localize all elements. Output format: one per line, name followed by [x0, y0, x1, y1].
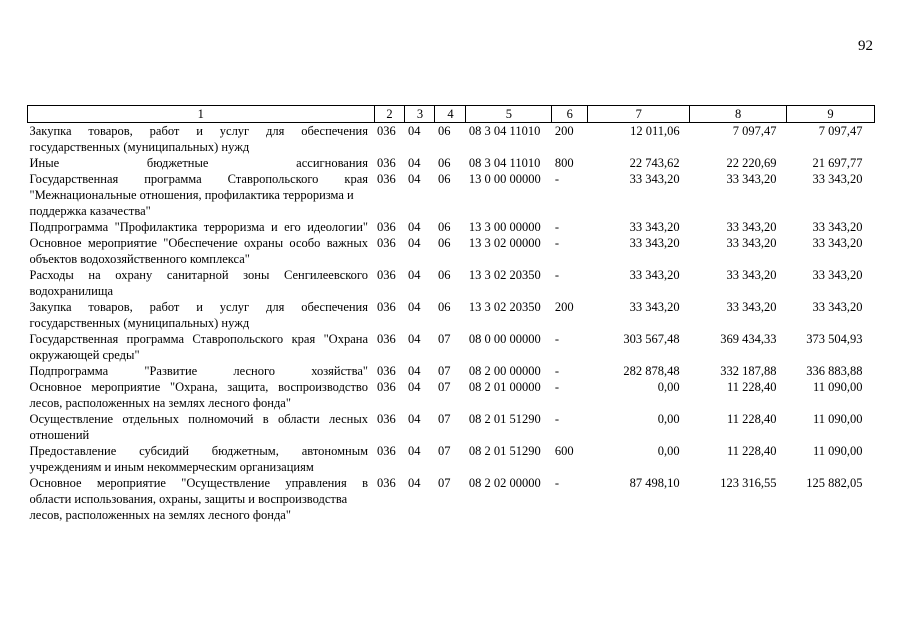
- cell-expense-type: -: [554, 476, 559, 490]
- cell-amount-col9: 11 090,00: [812, 444, 863, 458]
- cell-subsection: 06: [437, 300, 451, 314]
- cell-target-article: 13 3 02 20350: [468, 300, 541, 314]
- description-line-1: Государственная программа Ставропольского края: [29, 172, 368, 186]
- cell-section: 04: [407, 412, 421, 426]
- table-row: [28, 363, 875, 379]
- header-row: [28, 106, 875, 123]
- cell-expense-type: 800: [554, 156, 574, 170]
- cell-subsection: 07: [437, 380, 451, 394]
- cell-amount-col8: 33 343,20: [726, 268, 777, 282]
- cell-expense-type: 200: [554, 300, 574, 314]
- cell-amount-col8: 33 343,20: [726, 300, 777, 314]
- cell-subsection: 06: [437, 236, 451, 250]
- description-line-1: Закупка товаров, работ и услуг для обеспечения: [29, 300, 368, 314]
- column-header: 3: [405, 106, 435, 123]
- page-number: 92: [858, 38, 873, 54]
- cell-amount-col7: 0,00: [657, 380, 680, 394]
- cell-section: 04: [407, 332, 421, 346]
- cell-ministry-code: 036: [377, 236, 396, 250]
- cell-amount-col9: 11 090,00: [812, 380, 863, 394]
- description-line-1: Основное мероприятие "Охрана, защита, воспроизводство: [29, 380, 368, 394]
- cell-ministry-code: 036: [377, 220, 396, 234]
- cell-target-article: 13 3 02 00000: [468, 236, 541, 250]
- cell-amount-col9: 7 097,47: [818, 124, 863, 138]
- cell-description: [28, 123, 375, 156]
- cell-target-article: 08 2 01 51290: [468, 412, 541, 426]
- table-body: [28, 123, 875, 524]
- cell-description: [28, 379, 375, 411]
- cell-amount-col9: 11 090,00: [812, 412, 863, 426]
- cell-expense-type: 200: [554, 124, 574, 138]
- description-line-1: Подпрограмма "Развитие лесного хозяйства": [29, 364, 368, 378]
- table-row: [28, 235, 875, 267]
- table-row: [28, 331, 875, 363]
- cell-amount-col7: 22 743,62: [629, 156, 680, 170]
- description-line-1: Закупка товаров, работ и услуг для обеспечения: [29, 124, 368, 138]
- description-line-2: водохранилища: [29, 284, 114, 298]
- cell-section: 04: [407, 444, 421, 458]
- cell-amount-col7: 87 498,10: [629, 476, 680, 490]
- cell-amount-col7: 282 878,48: [623, 364, 680, 378]
- cell-amount-col7: 33 343,20: [629, 300, 680, 314]
- cell-amount-col7: 33 343,20: [629, 220, 680, 234]
- cell-target-article: 08 3 04 11010: [468, 156, 541, 170]
- cell-ministry-code: 036: [377, 156, 396, 170]
- cell-amount-col9: 21 697,77: [812, 156, 863, 170]
- cell-amount-col7: 33 343,20: [629, 172, 680, 186]
- description-line-1: Основное мероприятие "Осуществление управления в: [29, 476, 368, 490]
- cell-description: [28, 299, 375, 331]
- cell-section: 04: [407, 476, 421, 490]
- description-line-1: Предоставление субсидий бюджетным, автономным: [29, 444, 368, 458]
- cell-expense-type: -: [554, 332, 559, 346]
- cell-description: [28, 171, 375, 219]
- cell-target-article: 13 0 00 00000: [468, 172, 541, 186]
- cell-section: 04: [407, 220, 421, 234]
- cell-ministry-code: 036: [377, 332, 396, 346]
- table-row: [28, 379, 875, 411]
- description-line-1: Иные бюджетные ассигнования: [29, 156, 368, 170]
- cell-subsection: 07: [437, 476, 451, 490]
- cell-description: [28, 331, 375, 363]
- description-line-2: государственных (муниципальных) нужд: [29, 140, 250, 154]
- cell-target-article: 13 3 00 00000: [468, 220, 541, 234]
- description-line-2: отношений: [29, 428, 90, 442]
- cell-target-article: 08 2 01 51290: [468, 444, 541, 458]
- cell-description: [28, 411, 375, 443]
- cell-description: [28, 363, 375, 379]
- cell-amount-col7: 33 343,20: [629, 268, 680, 282]
- column-header: 5: [466, 106, 552, 123]
- cell-ministry-code: 036: [377, 444, 396, 458]
- description-line-1: Основное мероприятие "Обеспечение охраны особо важных: [29, 236, 368, 250]
- cell-amount-col9: 33 343,20: [812, 268, 863, 282]
- cell-subsection: 06: [437, 220, 451, 234]
- cell-target-article: 08 2 01 00000: [468, 380, 541, 394]
- cell-amount-col7: 0,00: [657, 412, 680, 426]
- cell-amount-col9: 33 343,20: [812, 300, 863, 314]
- cell-target-article: 13 3 02 20350: [468, 268, 541, 282]
- cell-ministry-code: 036: [377, 476, 396, 490]
- cell-subsection: 06: [437, 156, 451, 170]
- cell-target-article: 08 0 00 00000: [468, 332, 541, 346]
- cell-expense-type: -: [554, 380, 559, 394]
- description-line-1: Государственная программа Ставропольского края "Охрана: [29, 332, 368, 346]
- table-row: [28, 155, 875, 171]
- cell-amount-col9: 336 883,88: [806, 364, 863, 378]
- cell-amount-col8: 11 228,40: [727, 380, 777, 394]
- cell-section: 04: [407, 380, 421, 394]
- budget-table: [27, 105, 875, 523]
- cell-description: [28, 443, 375, 475]
- table-row: [28, 123, 875, 156]
- description-line-2: объектов водохозяйственного комплекса": [29, 252, 250, 266]
- cell-description: [28, 235, 375, 267]
- cell-amount-col8: 7 097,47: [732, 124, 777, 138]
- cell-amount-col8: 33 343,20: [726, 172, 777, 186]
- column-header: 6: [552, 106, 588, 123]
- cell-section: 04: [407, 156, 421, 170]
- cell-expense-type: -: [554, 172, 559, 186]
- cell-amount-col9: 33 343,20: [812, 220, 863, 234]
- cell-target-article: 08 2 02 00000: [468, 476, 541, 490]
- description-line-2: государственных (муниципальных) нужд: [29, 316, 250, 330]
- table-row: [28, 475, 875, 523]
- cell-description: [28, 219, 375, 235]
- description-line-2: лесов, расположенных на землях лесного фонда": [29, 396, 291, 410]
- description-line-2: "Межнациональные отношения, профилактика терроризма и поддержка казачества": [29, 188, 354, 218]
- cell-amount-col8: 369 434,33: [720, 332, 777, 346]
- cell-amount-col8: 123 316,55: [720, 476, 777, 490]
- cell-expense-type: 600: [554, 444, 574, 458]
- table-row: [28, 299, 875, 331]
- cell-ministry-code: 036: [377, 268, 396, 282]
- cell-amount-col7: 303 567,48: [623, 332, 680, 346]
- cell-subsection: 06: [437, 172, 451, 186]
- table-row: [28, 171, 875, 219]
- cell-section: 04: [407, 364, 421, 378]
- cell-amount-col9: 125 882,05: [806, 476, 863, 490]
- cell-section: 04: [407, 300, 421, 314]
- table-row: [28, 443, 875, 475]
- cell-amount-col9: 33 343,20: [812, 172, 863, 186]
- cell-description: [28, 155, 375, 171]
- cell-amount-col7: 33 343,20: [629, 236, 680, 250]
- description-line-1: Расходы на охрану санитарной зоны Сенгилеевского: [29, 268, 368, 282]
- cell-expense-type: -: [554, 412, 559, 426]
- column-header: 9: [787, 106, 875, 123]
- cell-expense-type: -: [554, 364, 559, 378]
- cell-expense-type: -: [554, 236, 559, 250]
- cell-section: 04: [407, 236, 421, 250]
- cell-amount-col8: 11 228,40: [727, 444, 777, 458]
- cell-expense-type: -: [554, 268, 559, 282]
- cell-subsection: 07: [437, 412, 451, 426]
- column-header: 8: [690, 106, 787, 123]
- table-row: [28, 267, 875, 299]
- column-header: 1: [28, 106, 375, 123]
- cell-expense-type: -: [554, 220, 559, 234]
- cell-ministry-code: 036: [377, 412, 396, 426]
- cell-ministry-code: 036: [377, 380, 396, 394]
- cell-amount-col7: 0,00: [657, 444, 680, 458]
- cell-subsection: 07: [437, 332, 451, 346]
- description-line-1: Подпрограмма "Профилактика терроризма и его идеологии": [29, 220, 368, 234]
- cell-subsection: 06: [437, 268, 451, 282]
- cell-target-article: 08 2 00 00000: [468, 364, 541, 378]
- cell-amount-col7: 12 011,06: [630, 124, 680, 138]
- description-line-2: области использования, охраны, защиты и воспроизводства лесов, расположенных на землях лесного фонда": [29, 492, 348, 522]
- column-header: 2: [374, 106, 405, 123]
- table-row: [28, 219, 875, 235]
- cell-ministry-code: 036: [377, 172, 396, 186]
- cell-amount-col8: 33 343,20: [726, 220, 777, 234]
- description-line-2: окружающей среды": [29, 348, 140, 362]
- cell-ministry-code: 036: [377, 300, 396, 314]
- cell-ministry-code: 036: [377, 364, 396, 378]
- cell-amount-col8: 22 220,69: [726, 156, 777, 170]
- cell-section: 04: [407, 124, 421, 138]
- column-header: 7: [588, 106, 690, 123]
- description-line-2: учреждениям и иным некоммерческим организациям: [29, 460, 314, 474]
- cell-amount-col8: 11 228,40: [727, 412, 777, 426]
- description-line-1: Осуществление отдельных полномочий в области лесных: [29, 412, 368, 426]
- cell-description: [28, 475, 375, 523]
- table-row: [28, 411, 875, 443]
- cell-description: [28, 267, 375, 299]
- cell-section: 04: [407, 172, 421, 186]
- cell-amount-col9: 373 504,93: [806, 332, 863, 346]
- column-header: 4: [435, 106, 466, 123]
- cell-section: 04: [407, 268, 421, 282]
- cell-ministry-code: 036: [377, 124, 396, 138]
- cell-amount-col8: 332 187,88: [720, 364, 777, 378]
- cell-target-article: 08 3 04 11010: [468, 124, 541, 138]
- cell-subsection: 06: [437, 124, 451, 138]
- cell-subsection: 07: [437, 364, 451, 378]
- cell-amount-col8: 33 343,20: [726, 236, 777, 250]
- cell-subsection: 07: [437, 444, 451, 458]
- cell-amount-col9: 33 343,20: [812, 236, 863, 250]
